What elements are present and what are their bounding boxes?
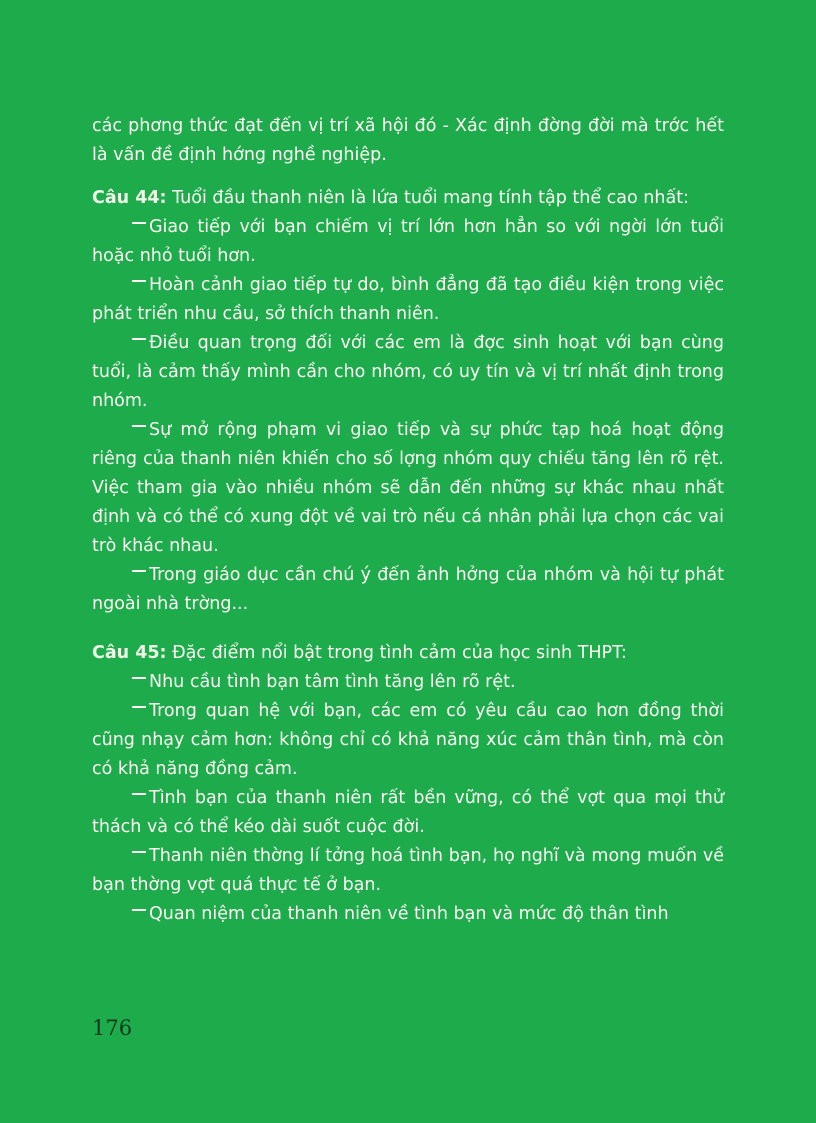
question-44-text: Tuổi đầu thanh niên là lứa tuổi mang tính tập thể cao nhất: xyxy=(166,188,689,208)
dash-icon xyxy=(132,677,146,679)
question-44-heading xyxy=(92,184,724,213)
q44-item-2 xyxy=(92,271,724,329)
q45-item-4-text: Thanh niên thờng lí tởng hoá tình bạn, họ nghĩ và mong muốn về bạn thờng vợt quá thực tế ở bạn. xyxy=(92,846,724,895)
q44-item-1 xyxy=(92,213,724,271)
question-45-label: Câu 45: xyxy=(92,643,167,663)
dash-icon xyxy=(132,425,146,427)
q45-item-3 xyxy=(92,784,724,842)
page-number: 176 xyxy=(92,1016,133,1040)
page-content xyxy=(92,112,724,949)
q45-item-3-text: Tình bạn của thanh niên rất bền vững, có thể vợt qua mọi thử thách và có thể kéo dài suốt cuộc đời. xyxy=(92,788,724,837)
dash-icon xyxy=(132,280,146,282)
q45-item-5 xyxy=(92,900,724,929)
q44-item-5 xyxy=(92,561,724,619)
question-45 xyxy=(92,639,724,929)
dash-icon xyxy=(132,222,146,224)
q44-item-4-text: Sự mở rộng phạm vi giao tiếp và sự phức tạp hoá hoạt động riêng của thanh niên khiến cho số lợng nhóm quy chiếu tăng lên rõ rệt. Việc tham gia vào nhiều nhóm sẽ dẫn đến những sự khác nhau nhất định và có thể có xung đột về vai trò nếu cá nhân phải lựa chọn các vai trò khác nhau. xyxy=(92,420,724,556)
q44-item-3-text: Điều quan trọng đối với các em là đợc sinh hoạt với bạn cùng tuổi, là cảm thấy mình cần cho nhóm, có uy tín và vị trí nhất định trong nhóm. xyxy=(92,333,724,411)
q45-item-2 xyxy=(92,697,724,784)
q44-item-3 xyxy=(92,329,724,416)
dash-icon xyxy=(132,706,146,708)
q45-item-1-text: Nhu cầu tình bạn tâm tình tăng lên rõ rệt. xyxy=(149,672,516,692)
intro-paragraph: các phơng thức đạt đến vị trí xã hội đó - Xác định đờng đời mà trớc hết là vấn đề định hớng nghề nghiệp. xyxy=(92,116,724,165)
q45-item-2-text: Trong quan hệ với bạn, các em có yêu cầu cao hơn đồng thời cũng nhạy cảm hơn: không chỉ có khả năng xúc cảm thân tình, mà còn có khả năng đồng cảm. xyxy=(92,701,724,779)
q44-item-5-text: Trong giáo dục cần chú ý đến ảnh hởng của nhóm và hội tự phát ngoài nhà trờng... xyxy=(92,565,724,614)
dash-icon xyxy=(132,338,146,340)
question-45-heading xyxy=(92,639,724,668)
dash-icon xyxy=(132,570,146,572)
q45-item-5-text: Quan niệm của thanh niên về tình bạn và mức độ thân tình xyxy=(149,904,669,924)
question-44-label: Câu 44: xyxy=(92,188,167,208)
q44-item-2-text: Hoàn cảnh giao tiếp tự do, bình đẳng đã tạo điều kiện trong việc phát triển nhu cầu, sở thích thanh niên. xyxy=(92,275,724,324)
dash-icon xyxy=(132,851,146,853)
q45-item-1 xyxy=(92,668,724,697)
dash-icon xyxy=(132,909,146,911)
q44-item-4 xyxy=(92,416,724,561)
q44-item-1-text: Giao tiếp với bạn chiếm vị trí lớn hơn hẳn so với ngời lớn tuổi hoặc nhỏ tuổi hơn. xyxy=(92,217,724,266)
question-45-text: Đặc điểm nổi bật trong tình cảm của học sinh THPT: xyxy=(166,643,627,663)
question-44 xyxy=(92,184,724,619)
dash-icon xyxy=(132,793,146,795)
q45-item-4 xyxy=(92,842,724,900)
